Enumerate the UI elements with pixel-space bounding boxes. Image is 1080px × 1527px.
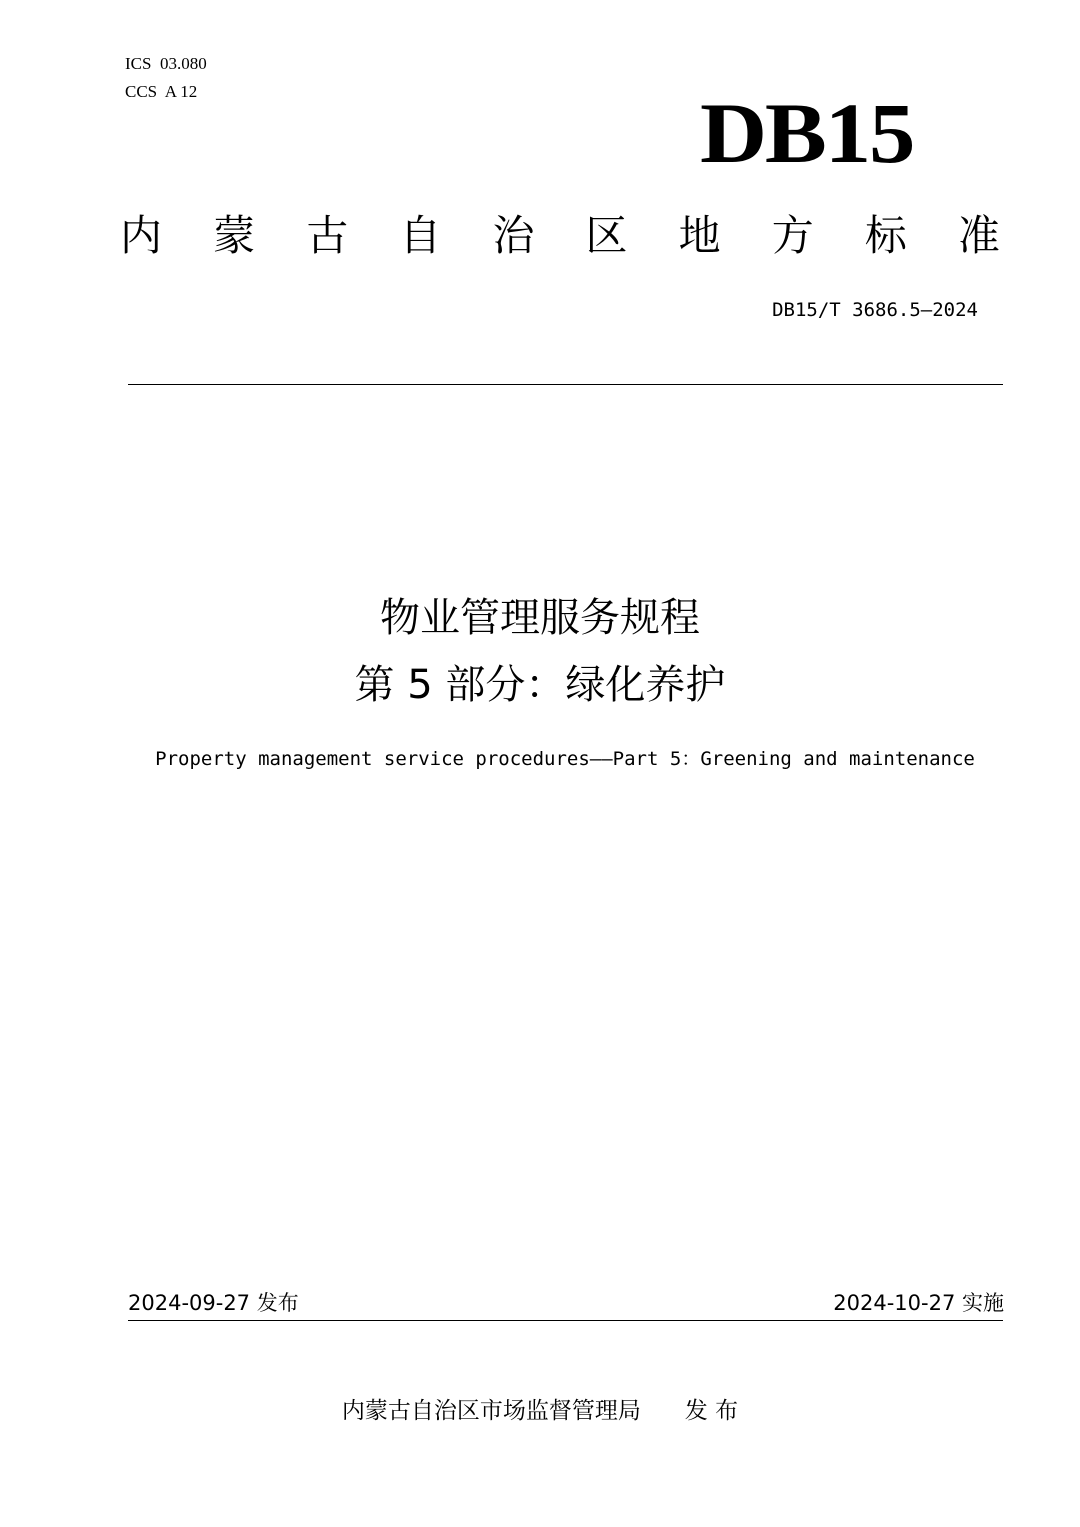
standard-logo: DB15 bbox=[700, 85, 914, 181]
top-divider bbox=[128, 384, 1003, 385]
heading-char: 方 bbox=[771, 211, 814, 260]
bottom-divider bbox=[128, 1320, 1003, 1321]
heading-char: 区 bbox=[585, 211, 628, 260]
heading-char: 蒙 bbox=[213, 211, 256, 260]
document-part-title: 第 5 部分：绿化养护 bbox=[354, 662, 726, 708]
heading-char: 古 bbox=[306, 211, 349, 260]
heading-char: 地 bbox=[678, 211, 721, 260]
standard-type-heading bbox=[120, 208, 1000, 264]
ccs-code: CCS A 12 bbox=[125, 82, 198, 101]
heading-char: 治 bbox=[492, 211, 535, 260]
heading-char: 自 bbox=[399, 211, 442, 260]
ics-code: ICS 03.080 bbox=[125, 54, 207, 73]
issuing-authority: 内蒙古自治区市场监督管理局 发 布 bbox=[341, 1398, 739, 1424]
issue-date: 2024-09-27 发布 bbox=[128, 1291, 299, 1315]
implementation-date: 2024-10-27 实施 bbox=[833, 1291, 1004, 1315]
heading-char: 标 bbox=[864, 211, 907, 260]
heading-char: 准 bbox=[957, 211, 1000, 260]
standard-number: DB15/T 3686.5—2024 bbox=[772, 299, 978, 321]
english-title: Property management service procedures——Part 5：Greening and maintenance bbox=[155, 748, 975, 770]
heading-char: 内 bbox=[120, 211, 163, 260]
document-title: 物业管理服务规程 bbox=[380, 595, 700, 641]
